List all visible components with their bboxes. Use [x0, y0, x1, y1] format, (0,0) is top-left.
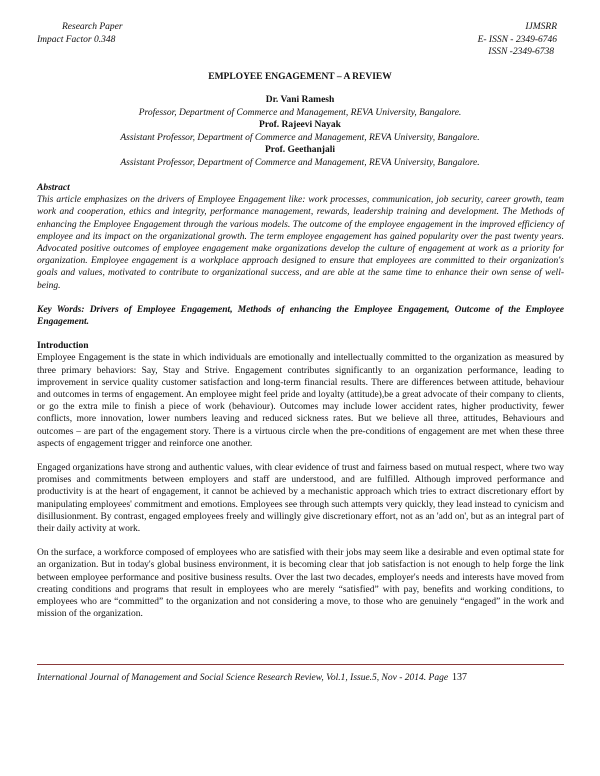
author-block	[0, 94, 600, 169]
author-name: Prof. Geethanjali	[264, 145, 335, 155]
page-footer	[37, 672, 564, 683]
paper-title: EMPLOYEE ENGAGEMENT – A REVIEW	[208, 72, 392, 82]
e-issn: E- ISSN - 2349-6746	[477, 34, 557, 45]
article-body	[37, 182, 564, 621]
author-affiliation: Professor, Department of Commerce and Management, REVA University, Bangalore.	[138, 107, 462, 118]
author-name: Prof. Rajeevi Nayak	[259, 120, 341, 130]
abstract-heading: Abstract	[37, 183, 70, 193]
body-paragraph: On the surface, a workforce composed of employees who are satisfied with their jobs may seem like a desirable and even optimal state for an organization. But in today's global business environment, it is becoming clear that job satisfaction is not enough to help forge the link between employee performance and positive business results. Over the last two decades, employer's needs and interests have moved from creating conditions and programs that result in employees who are merely “satisfied” with pay, benefits and working conditions, to employees who are “committed” to the organization and not considering a move, to those who are genuinely “engaged” in the work and mission of the organization.	[37, 548, 564, 620]
footer-divider	[37, 664, 564, 665]
author-affiliation: Assistant Professor, Department of Commerce and Management, REVA University, Bangalore.	[120, 132, 480, 143]
keywords: Key Words: Drivers of Employee Engagement, Methods of enhancing the Employee Engagement, Outcome of the Employee Engagement.	[37, 304, 564, 328]
body-paragraph: Engaged organizations have strong and authentic values, with clear evidence of trust and fairness based on mutual respect, where two way promises and commitments between employers and staff are understood, and are fulfilled. Although improved performance and productivity is at the heart of engagement, it cannot be achieved by a mechanistic approach which tries to extract discretionary effort by manipulating employees' commitment and emotions. Employees see through such attempts very quickly, they lead instead to cynicism and disillusionment. By contrast, engaged employees freely and willingly give discretionary effort, not as an 'add on', but as an integral part of their daily activity at work.	[37, 463, 564, 535]
issn: ISSN -2349-6738	[488, 47, 554, 57]
body-paragraph: Employee Engagement is the state in which individuals are emotionally and intellectually committed to the organization as measured by three primary behaviors: Say, Stay and Strive. Engagement contributes significantly to an organization performance, leading to improvement in service quality customer satisfaction and long-term financial results. There are differences between attitude, behaviour and outcomes in terms of engagement. An employee might feel pride and loyalty (attitude),be a great advocate of their company to clients, or go the extra mile to finish a piece of work (behaviour). Outcomes may include lower accident rates, higher productivity, fewer conflicts, more innovation, lower numbers leaving and reduced sickness rates. But we believe all three, attitudes, Behaviours and outcomes – are part of the engagement story. There is a virtuous circle when the pre-conditions of engagement are met when these three aspects of engagement trigger and reinforce one another.	[37, 353, 564, 449]
journal-abbrev: IJMSRR	[525, 22, 557, 32]
introduction-heading: Introduction	[37, 341, 89, 352]
abstract-text: This article emphasizes on the drivers of Employee Engagement like: work processes, communication, job security, career growth, team work and cooperation, ethics and integrity, performance management, rewards, leadership training and development. The Methods of enhancing the Employee Engagement through the various models. The outcome of the employee engagement in the improved efficiency of employee and its impact on the organizational growth. The term employee engagement has gained popularity over the past twenty years. Advocated positive outcomes of employee engagement make organizations develop the culture of engagement at work as a priority for organization. Employee engagement is a workplace approach designed to ensure that employees are committed to their organization's goals and values, motivated to contribute to organizational success, and are able at the same time to enhance their own sense of well-being.	[37, 195, 564, 291]
paper-type-label: Research Paper	[62, 22, 123, 32]
journal-citation: International Journal of Management and Social Science Research Review, Vol.1, Issue.5, Nov - 2014. Page	[37, 673, 449, 683]
page-number: 137	[452, 672, 468, 683]
author-name: Dr. Vani Ramesh	[265, 95, 335, 105]
author-affiliation: Assistant Professor, Department of Commerce and Management, REVA University, Bangalore.	[120, 157, 480, 168]
running-header-left	[37, 21, 123, 46]
running-header-right	[478, 21, 557, 59]
impact-factor: Impact Factor 0.348	[37, 34, 116, 45]
